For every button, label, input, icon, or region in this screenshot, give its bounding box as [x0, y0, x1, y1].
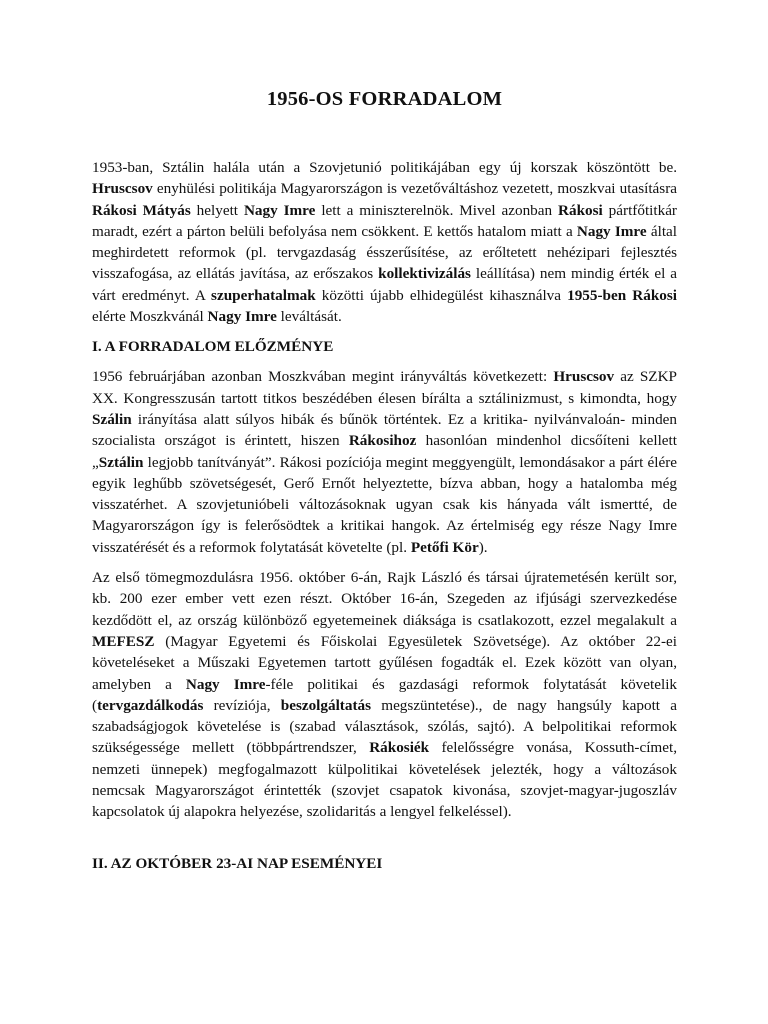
text-run: 1953-ban, Sztálin halála után a Szovjetunió politikájában egy új korszak köszöntött be. — [92, 159, 677, 176]
bold-term: szuperhatalmak — [211, 286, 316, 304]
text-run: felelősségre vonása, Kossuth-címet, nemzeti ünnepek) megfogalmazott külpolitikai követelések jelezték, hogy a változások nemcsak Magyarországot érintették (szovjet csapatok kivonása, szovjet-magyar-jugoszláv kapcsolatok új alapokra helyezése, szolidaritás a lengyel felkeléssel). — [92, 739, 677, 821]
section-heading-1: I. A FORRADALOM ELŐZMÉNYE — [92, 338, 334, 356]
text-run: lett a miniszterelnök. Mivel azonban — [315, 201, 559, 219]
bold-term: kollektivizálás — [378, 265, 471, 283]
text-run: hasonlóan mindenhol dicsőíteni kellett „ — [92, 432, 677, 471]
bold-term: MEFESZ — [92, 632, 155, 650]
text-run: pártfőtitkár maradt, ezért a párton belüli befolyása nem csökkent. E kettős hatalom miatt a — [92, 201, 677, 240]
text-run: közötti újabb elhidegülést kihasználva — [315, 286, 568, 304]
document-title: 1956-OS FORRADALOM — [266, 88, 503, 110]
bold-term: Nagy Imre — [576, 222, 647, 240]
text-run: megszüntetése)., de nagy hangsúly kapott a szabadságjogok követelése is (szabad választások, szólás, sajtó). A belpolitikai reformok szükségessége mellett (többpártrendszer, — [92, 696, 677, 757]
bold-term: Nagy Imre — [185, 675, 266, 693]
text-run: leállítása) nem mindig érték el a várt eredményt. A — [92, 265, 677, 304]
bold-term: 1955-ben Rákosi — [567, 286, 677, 304]
bold-term: Nagy Imre — [207, 308, 277, 326]
text-run: elérte Moszkvánál — [92, 308, 208, 326]
bold-term: Petőfi Kör — [410, 538, 479, 556]
intro-paragraph — [92, 157, 677, 327]
bold-term: Hruscsov — [553, 368, 615, 386]
bold-term: beszolgáltatás — [280, 696, 372, 714]
paragraph-2 — [92, 366, 677, 558]
bold-term: Rákosiék — [369, 739, 430, 757]
text-run: legjobb tanítványát”. Rákosi pozíciója megint meggyengült, lemondásakor a párt élére egyik leghűbb szövetségesét, Gerő Ernőt helyeztette, bízva abban, hogy a hatalomba még visszatérhet. A szovjetunióbeli változásoknak ugyan csak kis hányada vált ismertté, de Magyarországon így is felerősödtek a kritikai hangok. Az értelmiség egy része Nagy Imre visszatérését és a reformok folytatását követelte (pl. — [92, 453, 677, 556]
text-run: az SZKP XX. Kongresszusán tartott titkos beszédében élesen bírálta a sztálinizmust, s kimondta, hogy — [92, 368, 677, 407]
paragraph-3 — [92, 567, 677, 823]
text-run: revíziója, — [203, 696, 281, 714]
bold-term: Hruscsov — [92, 180, 153, 198]
text-run: által meghirdetett reformok (pl. tervgazdaság ésszerűsítése, az erőltetett nehézipari fejlesztés visszafogása, az ellátás javítása, az erőszakos — [92, 222, 677, 283]
text-run: (Magyar Egyetemi és Főiskolai Egyesületek Szövetsége). Az október 22-ei követeléseket a Műszaki Egyetemen tartott gyűlésen fogadták el. Ezek között van olyan, amelyben a — [92, 632, 677, 693]
bold-term: Nagy Imre — [243, 201, 316, 219]
bold-term: tervgazdálkodás — [97, 696, 204, 714]
bold-term: Rákosi Mátyás — [92, 201, 191, 219]
section-heading-2: II. AZ OKTÓBER 23-AI NAP ESEMÉNYEI — [92, 854, 383, 872]
bold-term: Rákosihoz — [348, 432, 417, 450]
text-run: irányítása alatt súlyos hibák és bűnök történtek. Ez a kritika- nyilvánvaloán- minden szocialista országot is érintett, hiszen — [92, 410, 677, 450]
text-run: -féle politikai és gazdasági reformok folytatását követelik ( — [92, 675, 678, 714]
text-run: leváltását. — [276, 308, 342, 326]
bold-term: Szálin — [92, 410, 132, 428]
text-run: helyett — [190, 201, 244, 219]
text-run: Az első tömegmozdulásra 1956. október 6-án, Rajk László és társai újratemetésén került sor, kb. 200 ezer ember vett ezen részt. Október 16-án, Szegeden az ifjúsági szervezkedése kezdődött el, az ország különböző egyetemeinek diáksága is csatlakozott, ezzel megalakult a — [92, 569, 677, 629]
bold-term: Sztálin — [98, 453, 144, 471]
bold-term: Rákosi — [558, 201, 603, 219]
text-run: 1956 februárjában azonban Moszkvában megint irányváltás következett: — [92, 368, 554, 386]
text-run: ). — [478, 538, 488, 556]
text-run: enyhülési politikája Magyarországon is vezetőváltáshoz vezetett, moszkvai utasításra — [152, 180, 677, 198]
